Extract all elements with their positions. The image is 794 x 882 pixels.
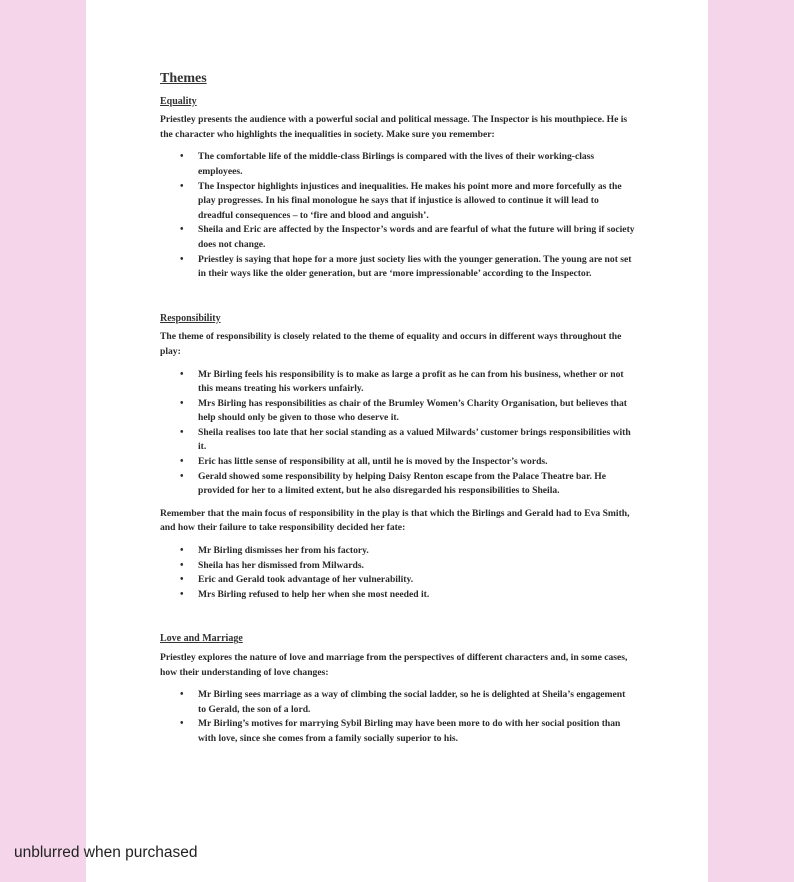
list-item: • Mrs Birling refused to help her when she most needed it.: [198, 588, 635, 603]
love-intro: Priestley explores the nature of love and marriage from the perspectives of different characters and, in some cases, how their understanding of love changes:: [160, 652, 628, 678]
list-item: • Mrs Birling has responsibilities as chair of the Brumley Women’s Charity Organisation, but believes that help should only be given to those who deserve it.: [198, 397, 635, 426]
list-item: • Eric has little sense of responsibility at all, until he is moved by the Inspector’s words.: [198, 455, 635, 470]
list-item: • Sheila has her dismissed from Milwards.: [198, 559, 635, 574]
equality-list: [160, 150, 635, 281]
list-item: • Mr Birling sees marriage as a way of climbing the social ladder, so he is delighted at Sheila’s engagement to Gerald, the son of a lord.: [198, 688, 635, 717]
list-item: • Gerald showed some responsibility by helping Daisy Renton escape from the Palace Theatre bar. He provided for her to a limited extent, but he also disregarded his responsibilities to Sheila.: [198, 470, 635, 499]
love-list: [160, 688, 635, 746]
list-item: • Sheila and Eric are affected by the Inspector’s words and are fearful of what the future will bring if society does not change.: [198, 223, 635, 252]
list-item: • Priestley is saying that hope for a more just society lies with the younger generation. The young are not set in their ways like the older generation, but are ‘more impressionable’ according to the Inspector.: [198, 253, 635, 282]
responsibility-remember: Remember that the main focus of responsibility in the play is that which the Birlings and Gerald had to Eva Smith, and how their failure to take responsibility decided her fate:: [160, 507, 630, 534]
list-item: • Mr Birling dismisses her from his factory.: [198, 544, 635, 559]
list-item: • Mr Birling feels his responsibility is to make as large a profit as he can from his business, whether or not this means treating his workers unfairly.: [198, 368, 635, 397]
list-item: • Eric and Gerald took advantage of her vulnerability.: [198, 573, 635, 588]
document-content: [160, 72, 635, 755]
section-heading-responsibility: Responsibility: [160, 312, 221, 324]
section-heading-love-and-marriage: Love and Marriage: [160, 633, 243, 645]
list-item: • The Inspector highlights injustices and inequalities. He makes his point more and more forcefully as the play progresses. In his final monologue he says that if injustice is allowed to continue it will lead to dreadful consequences – to ‘fire and blood and anguish’.: [198, 180, 635, 224]
responsibility-fate-list: [160, 544, 635, 602]
section-heading-equality: Equality: [160, 95, 197, 107]
equality-intro: Priestley presents the audience with a powerful social and political message. The Inspector is his mouthpiece. He is the character who highlights the inequalities in society. Make sure you remember:: [160, 114, 628, 140]
list-item: • Sheila realises too late that her social standing as a valued Milwards’ customer brings responsibilities with it.: [198, 426, 635, 455]
page-title: Themes: [160, 71, 207, 86]
watermark-caption: unblurred when purchased: [14, 844, 198, 861]
responsibility-list: [160, 368, 635, 499]
responsibility-intro: The theme of responsibility is closely related to the theme of equality and occurs in different ways throughout the play:: [160, 331, 622, 357]
list-item: • Mr Birling’s motives for marrying Sybil Birling may have been more to do with her social position than with love, since she comes from a family socially superior to his.: [198, 717, 635, 746]
list-item: • The comfortable life of the middle-class Birlings is compared with the lives of their working-class employees.: [198, 150, 635, 179]
document-page: [86, 0, 708, 882]
